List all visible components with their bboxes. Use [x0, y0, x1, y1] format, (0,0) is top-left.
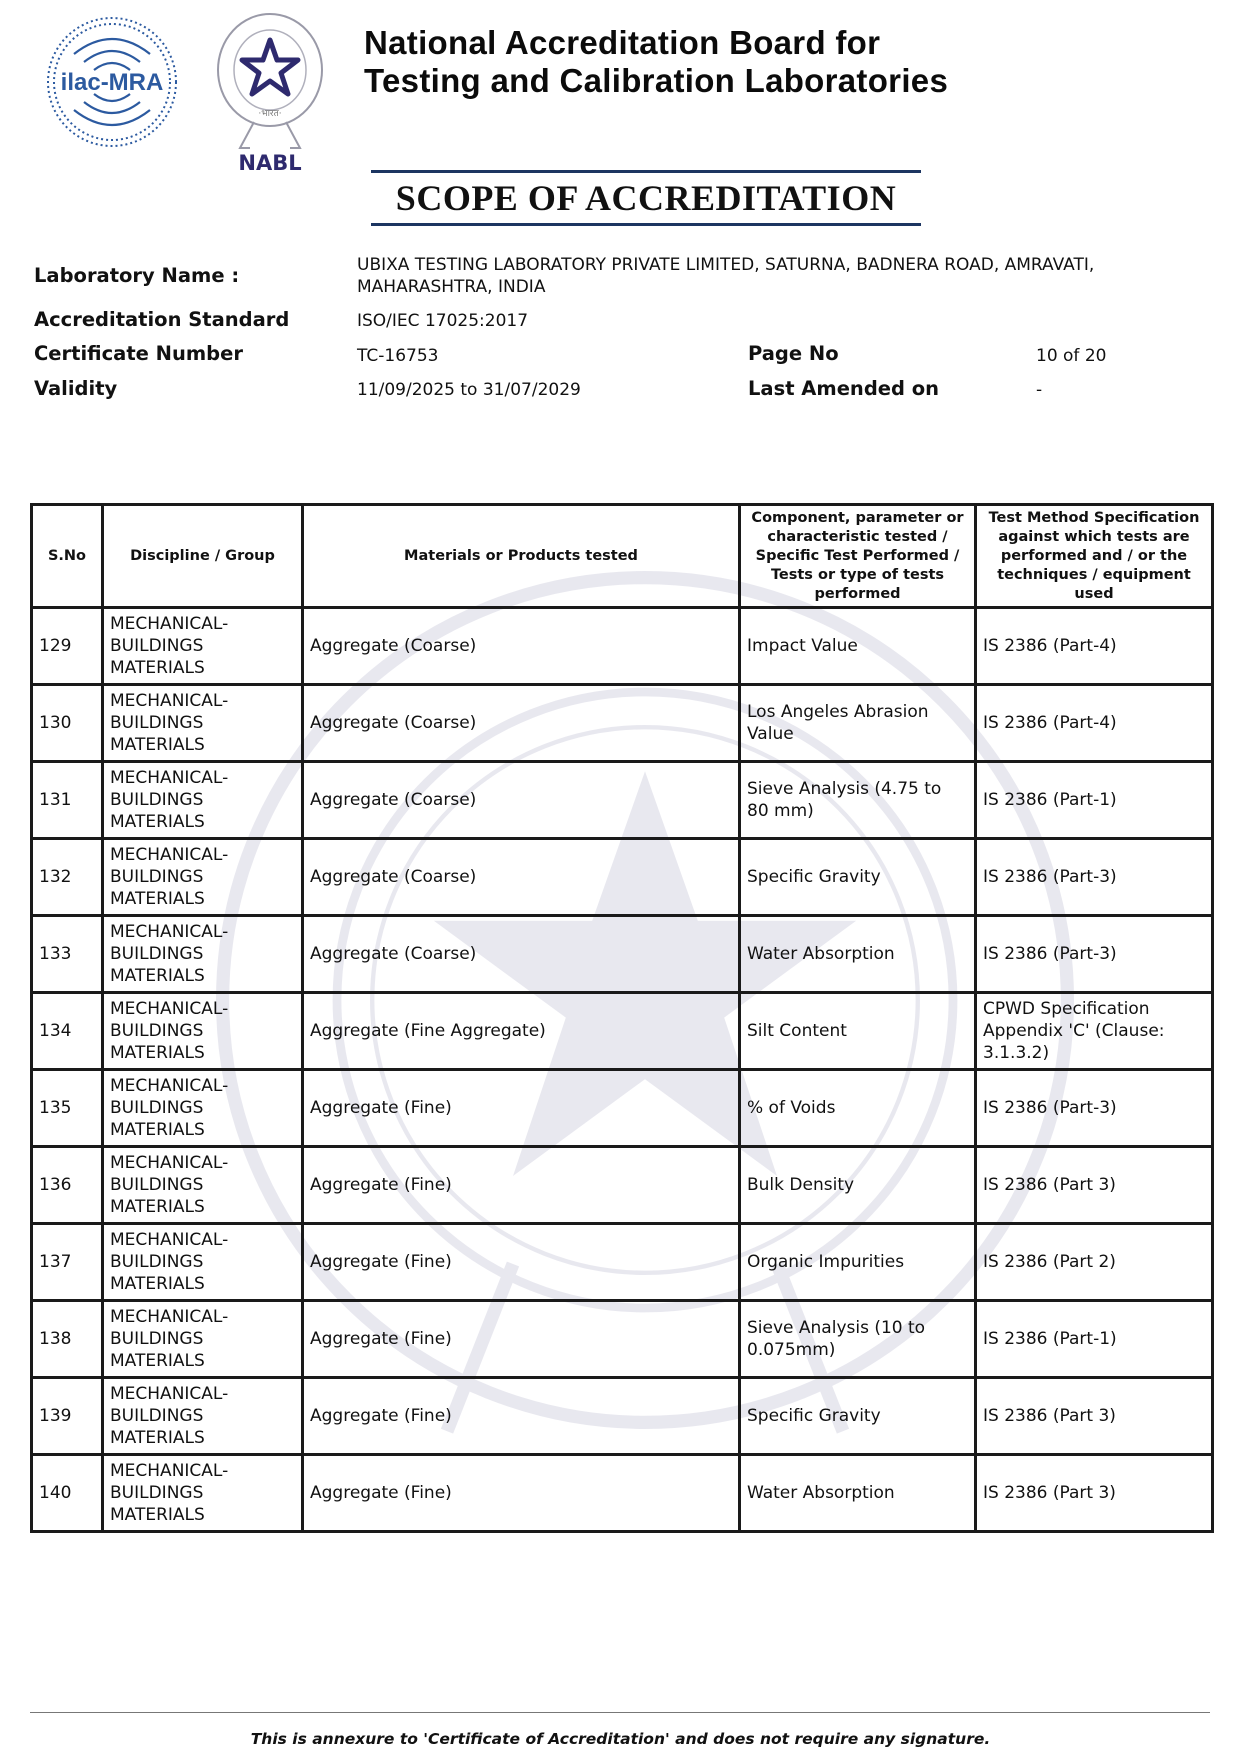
cell-material: Aggregate (Fine)	[303, 1455, 740, 1532]
cell-discipline: MECHANICAL- BUILDINGS MATERIALS	[103, 1301, 303, 1378]
cell-material: Aggregate (Coarse)	[303, 685, 740, 762]
scope-table	[30, 503, 1214, 1533]
table-row	[32, 1455, 1213, 1532]
cell-discipline: MECHANICAL- BUILDINGS MATERIALS	[103, 685, 303, 762]
table-row	[32, 1070, 1213, 1147]
cell-sno: 136	[32, 1147, 103, 1224]
table-row	[32, 1301, 1213, 1378]
cell-material: Aggregate (Fine Aggregate)	[303, 993, 740, 1070]
cell-parameter: Organic Impurities	[740, 1224, 976, 1301]
cell-sno: 135	[32, 1070, 103, 1147]
cell-discipline: MECHANICAL- BUILDINGS MATERIALS	[103, 839, 303, 916]
cell-sno: 130	[32, 685, 103, 762]
title-rule-bottom	[371, 223, 921, 226]
cell-material: Aggregate (Coarse)	[303, 762, 740, 839]
table-row	[32, 839, 1213, 916]
svg-text:NABL: NABL	[238, 151, 302, 175]
cell-discipline: MECHANICAL- BUILDINGS MATERIALS	[103, 1147, 303, 1224]
cell-discipline: MECHANICAL- BUILDINGS MATERIALS	[103, 608, 303, 685]
validity-label: Validity	[34, 377, 118, 400]
cell-method: IS 2386 (Part 3)	[976, 1455, 1213, 1532]
cell-material: Aggregate (Coarse)	[303, 916, 740, 993]
cell-parameter: Sieve Analysis (4.75 to 80 mm)	[740, 762, 976, 839]
cell-discipline: MECHANICAL- BUILDINGS MATERIALS	[103, 1455, 303, 1532]
ilac-mra-logo	[44, 14, 180, 150]
cell-discipline: MECHANICAL- BUILDINGS MATERIALS	[103, 1224, 303, 1301]
organization-title-line-2: Testing and Calibration Laboratories	[364, 62, 949, 99]
table-row	[32, 1378, 1213, 1455]
cell-parameter: Los Angeles Abrasion Value	[740, 685, 976, 762]
cell-parameter: Bulk Density	[740, 1147, 976, 1224]
last-amended-label: Last Amended on	[748, 377, 940, 400]
cell-discipline: MECHANICAL- BUILDINGS MATERIALS	[103, 1070, 303, 1147]
cell-material: Aggregate (Coarse)	[303, 839, 740, 916]
svg-text:ilac-MRA: ilac-MRA	[60, 69, 164, 96]
cell-sno: 129	[32, 608, 103, 685]
cell-material: Aggregate (Coarse)	[303, 608, 740, 685]
cell-sno: 131	[32, 762, 103, 839]
organization-title	[364, 24, 948, 100]
cell-sno: 139	[32, 1378, 103, 1455]
header-sno: S.No	[32, 505, 103, 608]
cell-parameter: Specific Gravity	[740, 1378, 976, 1455]
table-row	[32, 762, 1213, 839]
cell-method: IS 2386 (Part-1)	[976, 762, 1213, 839]
header-materials: Materials or Products tested	[303, 505, 740, 608]
cell-material: Aggregate (Fine)	[303, 1378, 740, 1455]
table-header-row	[32, 505, 1213, 608]
cell-parameter: Sieve Analysis (10 to 0.075mm)	[740, 1301, 976, 1378]
cell-parameter: Water Absorption	[740, 1455, 976, 1532]
certificate-number-value: TC-16753	[357, 346, 439, 366]
cell-method: IS 2386 (Part-3)	[976, 916, 1213, 993]
cell-discipline: MECHANICAL- BUILDINGS MATERIALS	[103, 916, 303, 993]
cell-material: Aggregate (Fine)	[303, 1224, 740, 1301]
cell-method: IS 2386 (Part 3)	[976, 1147, 1213, 1224]
standard-value: ISO/IEC 17025:2017	[357, 311, 529, 331]
last-amended-value: -	[1036, 380, 1043, 400]
cell-sno: 140	[32, 1455, 103, 1532]
table-row	[32, 685, 1213, 762]
header-test-method: Test Method Specification against which tests are performed and / or the techniques / equipment used	[976, 505, 1213, 608]
cell-method: IS 2386 (Part-1)	[976, 1301, 1213, 1378]
cell-discipline: MECHANICAL- BUILDINGS MATERIALS	[103, 762, 303, 839]
cell-method: IS 2386 (Part-3)	[976, 839, 1213, 916]
page-number-label: Page No	[748, 342, 839, 365]
table-row	[32, 1224, 1213, 1301]
certificate-number-label: Certificate Number	[34, 342, 243, 365]
lab-name-value: UBIXA TESTING LABORATORY PRIVATE LIMITED, SATURNA, BADNERA ROAD, AMRAVATI, MAHARASHTRA, INDIA	[357, 255, 1095, 297]
cell-method: IS 2386 (Part-4)	[976, 685, 1213, 762]
nabl-logo	[210, 10, 330, 175]
cell-material: Aggregate (Fine)	[303, 1147, 740, 1224]
cell-material: Aggregate (Fine)	[303, 1301, 740, 1378]
table-row	[32, 1147, 1213, 1224]
cell-method: IS 2386 (Part-4)	[976, 608, 1213, 685]
cell-discipline: MECHANICAL- BUILDINGS MATERIALS	[103, 993, 303, 1070]
footer-annexure-note: This is annexure to 'Certificate of Accreditation' and does not require any signature.	[250, 1730, 991, 1748]
lab-name-label: Laboratory Name :	[34, 264, 240, 287]
cell-discipline: MECHANICAL- BUILDINGS MATERIALS	[103, 1378, 303, 1455]
cell-method: IS 2386 (Part-3)	[976, 1070, 1213, 1147]
cell-parameter: Specific Gravity	[740, 839, 976, 916]
cell-parameter: Impact Value	[740, 608, 976, 685]
table-row	[32, 608, 1213, 685]
cell-parameter: % of Voids	[740, 1070, 976, 1147]
organization-title-line-1: National Accreditation Board for	[364, 24, 881, 61]
cell-sno: 133	[32, 916, 103, 993]
svg-text:·भारत·: ·भारत·	[258, 109, 282, 119]
header-discipline: Discipline / Group	[103, 505, 303, 608]
cell-sno: 132	[32, 839, 103, 916]
cell-method: IS 2386 (Part 2)	[976, 1224, 1213, 1301]
validity-value: 11/09/2025 to 31/07/2029	[357, 380, 581, 400]
cell-method: CPWD Specification Appendix 'C' (Clause: 3.1.3.2)	[976, 993, 1213, 1070]
cell-sno: 137	[32, 1224, 103, 1301]
cell-parameter: Silt Content	[740, 993, 976, 1070]
table-row	[32, 993, 1213, 1070]
table-row	[32, 916, 1213, 993]
cell-material: Aggregate (Fine)	[303, 1070, 740, 1147]
document-title: SCOPE OF ACCREDITATION	[395, 178, 897, 218]
standard-label: Accreditation Standard	[34, 308, 290, 331]
cell-parameter: Water Absorption	[740, 916, 976, 993]
footer-divider	[30, 1712, 1210, 1713]
cell-method: IS 2386 (Part 3)	[976, 1378, 1213, 1455]
title-rule-top	[371, 170, 921, 173]
page-number-value: 10 of 20	[1036, 346, 1107, 366]
cell-sno: 134	[32, 993, 103, 1070]
header-parameter: Component, parameter or characteristic tested / Specific Test Performed / Tests or type of tests performed	[740, 505, 976, 608]
cell-sno: 138	[32, 1301, 103, 1378]
